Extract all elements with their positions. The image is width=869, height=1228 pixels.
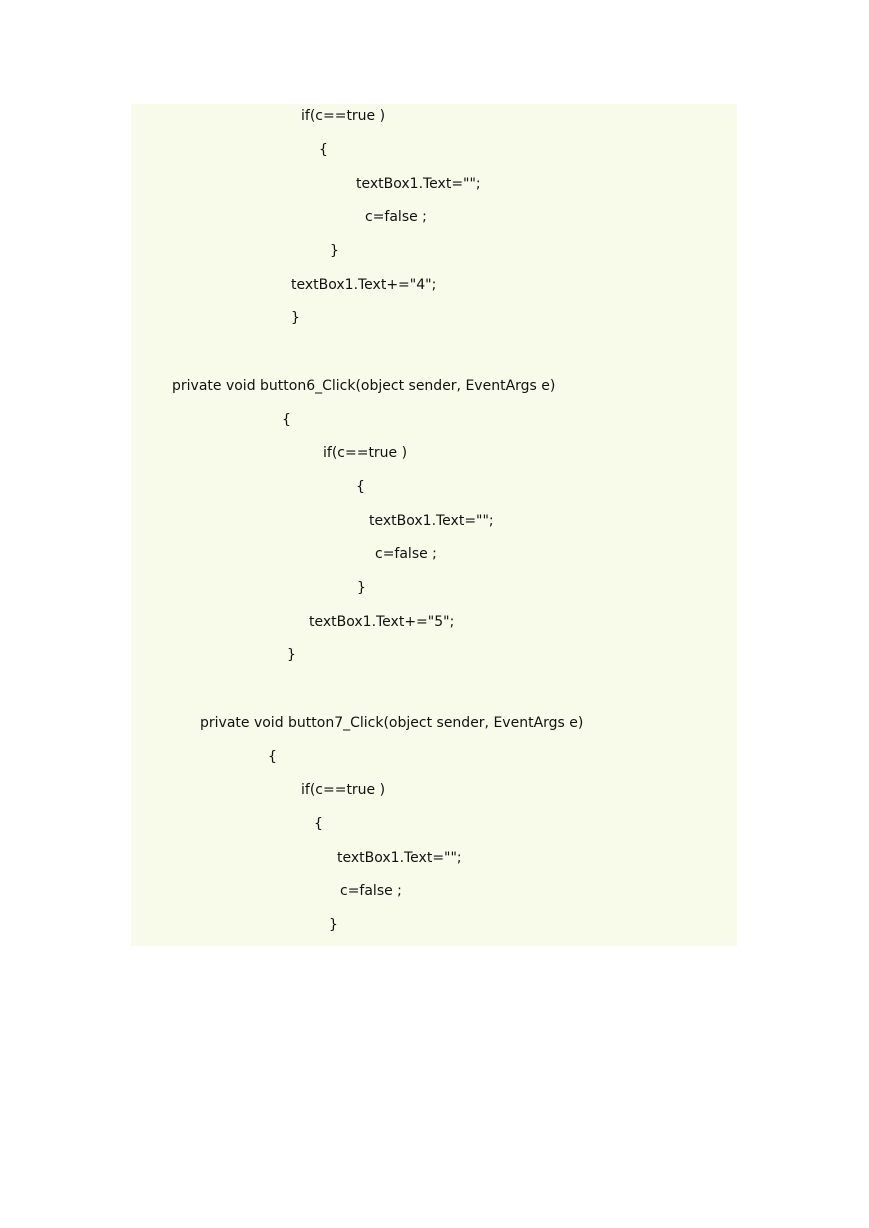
code-line: if(c==true ) (323, 445, 408, 461)
code-line: { (282, 412, 291, 428)
code-line: { (268, 749, 277, 765)
code-line: } (287, 647, 296, 663)
code-line: { (356, 479, 365, 495)
method-signature: private void button6_Click(object sender, EventArgs e) (172, 378, 556, 394)
code-line: } (291, 310, 300, 326)
code-line: textBox1.Text=""; (337, 850, 462, 866)
code-line: c=false ; (375, 546, 437, 562)
method-signature: private void button7_Click(object sender, EventArgs e) (200, 715, 584, 731)
code-line: textBox1.Text+="4"; (291, 277, 437, 293)
code-line: c=false ; (365, 209, 427, 225)
code-line: textBox1.Text+="5"; (309, 614, 455, 630)
code-line: } (329, 917, 338, 933)
code-line: textBox1.Text=""; (356, 176, 481, 192)
code-line: if(c==true ) (301, 108, 386, 124)
code-line: { (319, 142, 328, 158)
code-line: } (330, 243, 339, 259)
code-line: } (357, 580, 366, 596)
code-line: c=false ; (340, 883, 402, 899)
code-line: if(c==true ) (301, 782, 386, 798)
code-block (131, 104, 737, 946)
code-line: textBox1.Text=""; (369, 513, 494, 529)
code-line: { (314, 816, 323, 832)
